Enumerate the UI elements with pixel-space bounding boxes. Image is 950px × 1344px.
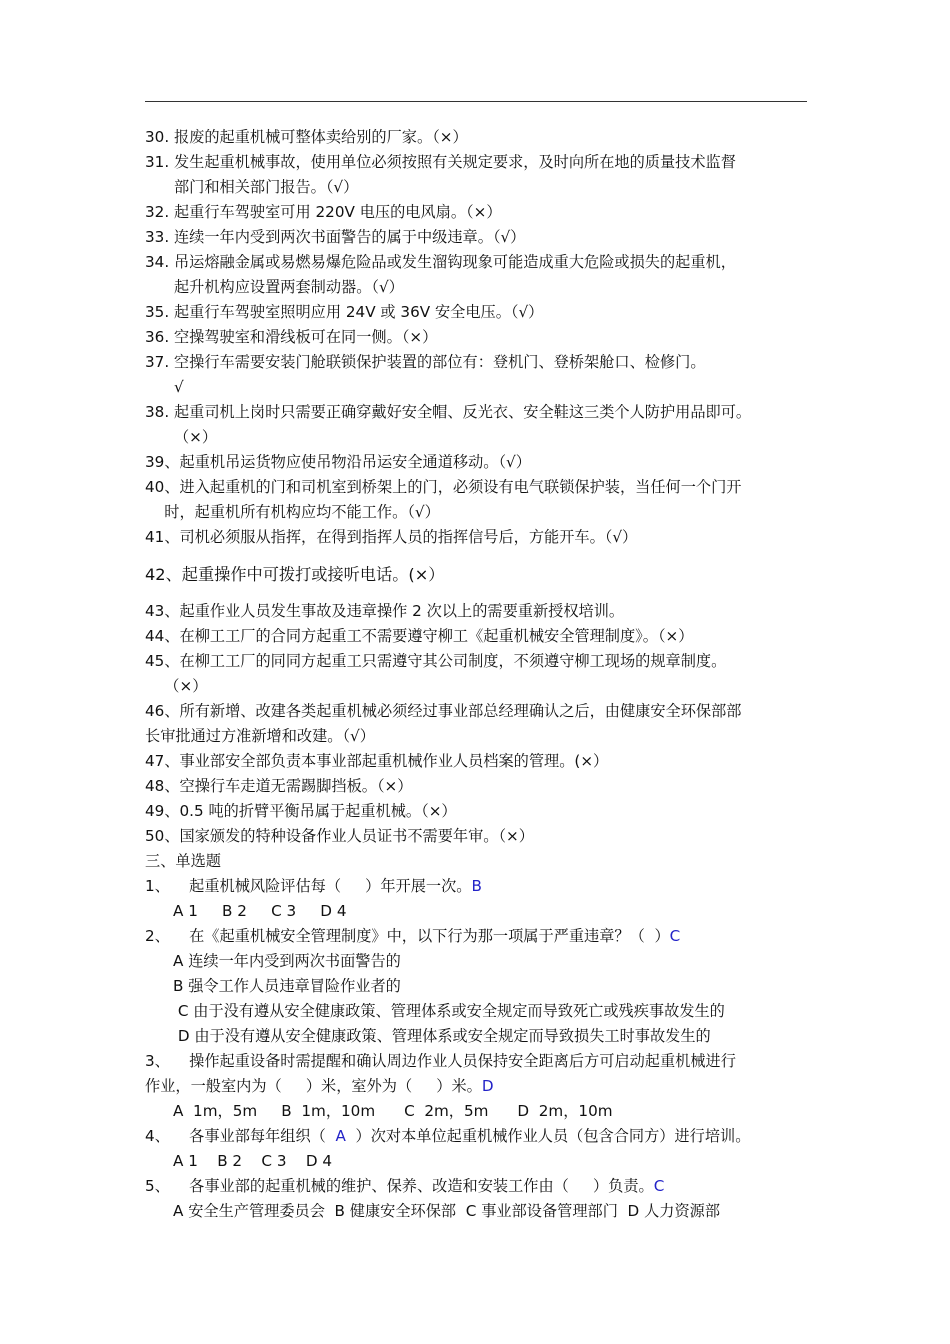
tf-item-30: 30. 报废的起重机械可整体卖给别的厂家。（×） — [145, 128, 468, 146]
section-title: 三、单选题 — [145, 852, 221, 870]
tf-item-36: 36. 空操驾驶室和滑线板可在同一侧。（×） — [145, 328, 438, 346]
mc-answer-4: A — [335, 1127, 346, 1145]
tf-item-47: 47、事业部安全部负责本事业部起重机械作业人员档案的管理。(×） — [145, 752, 609, 770]
mc-answer-1: B — [471, 877, 482, 895]
mc-options-1: A 1 B 2 C 3 D 4 — [173, 902, 347, 920]
tf-item-33: 33. 连续一年内受到两次书面警告的属于中级违章。（√） — [145, 228, 526, 246]
mc-answer-5: C — [653, 1177, 665, 1195]
mc-option-2c: C 由于没有遵从安全健康政策、管理体系或安全规定而导致死亡或残疾事故发生的 — [173, 1002, 725, 1020]
tf-item-48: 48、空操行车走道无需踢脚挡板。（×） — [145, 777, 413, 795]
tf-item-34-cont: 起升机构应设置两套制动器。（√） — [145, 278, 404, 296]
tf-item-50: 50、国家颁发的特种设备作业人员证书不需要年审。（×） — [145, 827, 534, 845]
tf-item-39: 39、起重机吊运货物应使吊物沿吊运安全通道移动。（√） — [145, 453, 531, 471]
tf-item-42: 42、起重操作中可拨打或接听电话。(×） — [145, 565, 445, 584]
mc-options-4: A 1 B 2 C 3 D 4 — [173, 1152, 333, 1170]
mc-option-2b: B 强令工作人员违章冒险作业者的 — [173, 977, 401, 995]
mc-answer-2: C — [669, 927, 681, 945]
tf-item-43: 43、起重作业人员发生事故及违章操作 2 次以上的需要重新授权培训。 — [145, 602, 625, 620]
mc-option-2d: D 由于没有遵从安全健康政策、管理体系或安全规定而导致损失工时事故发生的 — [173, 1027, 711, 1045]
tf-item-35: 35. 起重行车驾驶室照明应用 24V 或 36V 安全电压。（√） — [145, 303, 544, 321]
tf-item-32: 32. 起重行车驾驶室可用 220V 电压的电风扇。（×） — [145, 203, 502, 221]
tf-item-40: 40、进入起重机的门和司机室到桥架上的门，必须设有电气联锁保护装，当任何一个门开 — [145, 478, 742, 496]
mc-option-2a: A 连续一年内受到两次书面警告的 — [173, 952, 401, 970]
tf-item-46-cont: 长审批通过方准新增和改建。（√） — [145, 727, 375, 745]
tf-item-40-cont: 时，起重机所有机构应均不能工作。（√） — [145, 503, 440, 521]
tf-item-31-cont: 部门和相关部门报告。（√） — [145, 178, 359, 196]
mc-options-3: A 1m，5m B 1m，10m C 2m，5m D 2m，10m — [173, 1102, 613, 1120]
tf-item-37-cont: √ — [145, 378, 184, 396]
tf-item-37: 37. 空操行车需要安装门舱联锁保护装置的部位有：登机门、登桥架舱口、检修门。 — [145, 353, 706, 371]
tf-item-45: 45、在柳工工厂的同同方起重工只需遵守其公司制度，不须遵守柳工现场的规章制度。 — [145, 652, 727, 670]
mc-question-3-cont: 作业，一般室内为（ ）米，室外为（ ）米。D — [145, 1077, 494, 1095]
tf-item-46: 46、所有新增、改建各类起重机械必须经过事业部总经理确认之后，由健康安全环保部部 — [145, 702, 742, 720]
header-rule — [145, 101, 807, 102]
tf-item-44: 44、在柳工工厂的合同方起重工不需要遵守柳工《起重机械安全管理制度》。（×） — [145, 627, 694, 645]
tf-item-41: 41、司机必须服从指挥，在得到指挥人员的指挥信号后，方能开车。（√） — [145, 528, 638, 546]
tf-item-31: 31. 发生起重机械事故，使用单位必须按照有关规定要求，及时向所在地的质量技术监督 — [145, 153, 736, 171]
mc-options-5: A 安全生产管理委员会 B 健康安全环保部 C 事业部设备管理部门 D 人力资源部 — [173, 1202, 721, 1220]
mc-answer-3: D — [481, 1077, 494, 1095]
tf-item-38: 38. 起重司机上岗时只需要正确穿戴好安全帽、反光衣、安全鞋这三类个人防护用品即可。 — [145, 403, 752, 421]
mc-question-4: 4、 各事业部每年组织（ A ）次对本单位起重机械作业人员（包含合同方）进行培训。 — [145, 1127, 751, 1145]
tf-item-38-cont: （×） — [145, 428, 218, 446]
mc-question-3: 3、 操作起重设备时需提醒和确认周边作业人员保持安全距离后方可启动起重机械进行 — [145, 1052, 736, 1070]
tf-item-49: 49、0.5 吨的折臂平衡吊属于起重机械。（×） — [145, 802, 457, 820]
mc-question-2: 2、 在《起重机械安全管理制度》中，以下行为那一项属于严重违章？（ ）C — [145, 927, 681, 945]
mc-question-1: 1、 起重机械风险评估每（ ）年开展一次。B — [145, 877, 482, 895]
tf-item-34: 34. 吊运熔融金属或易燃易爆危险品或发生溜钩现象可能造成重大危险或损失的起重机， — [145, 253, 736, 271]
mc-question-5: 5、 各事业部的起重机械的维护、保养、改造和安装工作由（ ）负责。C — [145, 1177, 665, 1195]
tf-item-45-cont: （×） — [145, 677, 208, 695]
